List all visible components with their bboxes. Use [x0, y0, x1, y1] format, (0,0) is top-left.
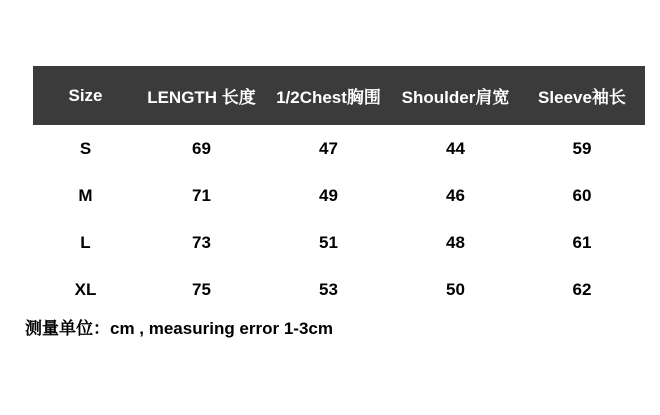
- table-row: [33, 172, 645, 219]
- cell-shoulder-value: 50: [446, 279, 465, 299]
- cell-length-value: 69: [192, 138, 211, 158]
- cell-size-label: L: [80, 232, 91, 252]
- header-cell-chest: 1/2Chest胸围: [276, 88, 381, 107]
- cell-sleeve-value: 60: [572, 185, 592, 205]
- cell-size-label: S: [79, 138, 92, 158]
- header-cell-size: Size: [68, 85, 103, 105]
- size-chart-table: [33, 66, 645, 313]
- table-row: [33, 125, 645, 172]
- cell-chest-value: 51: [319, 232, 338, 252]
- header-cell-shoulder: Shoulder肩宽: [401, 88, 510, 107]
- cell-shoulder-value: 48: [446, 232, 465, 252]
- cell-shoulder-value: 46: [446, 185, 465, 205]
- cell-size-label: XL: [74, 279, 97, 299]
- cell-chest-value: 49: [319, 185, 338, 205]
- cell-length-value: 71: [192, 185, 211, 205]
- cell-length-value: 73: [192, 232, 211, 252]
- cell-chest-value: 53: [319, 279, 338, 299]
- table-header-row: [33, 66, 645, 125]
- measurement-note: 测量单位：cm , measuring error 1-3cm: [25, 319, 333, 338]
- cell-sleeve-value: 61: [572, 232, 592, 252]
- cell-shoulder-value: 44: [446, 138, 465, 158]
- cell-length-value: 75: [192, 279, 211, 299]
- table-row: [33, 266, 645, 313]
- cell-sleeve-value: 62: [572, 279, 592, 299]
- cell-chest-value: 47: [319, 138, 338, 158]
- table-row: [33, 219, 645, 266]
- header-cell-length: LENGTH 长度: [147, 88, 256, 107]
- cell-size-label: M: [78, 185, 93, 205]
- cell-sleeve-value: 59: [572, 138, 592, 158]
- header-cell-sleeve: Sleeve袖长: [538, 88, 626, 107]
